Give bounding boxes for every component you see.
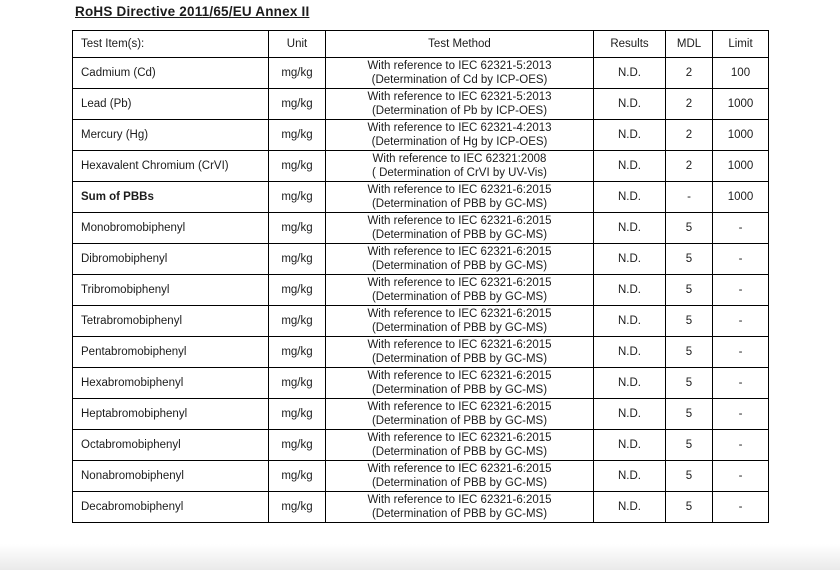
cell-test-method <box>326 182 594 213</box>
cell-results: N.D. <box>594 337 666 368</box>
table-body <box>73 58 769 523</box>
cell-mdl: 5 <box>666 492 713 523</box>
test-method-line-2: (Determination of Cd by ICP-OES) <box>371 74 548 86</box>
cell-results: N.D. <box>594 213 666 244</box>
cell-mdl: 2 <box>666 89 713 120</box>
cell-results: N.D. <box>594 368 666 399</box>
cell-limit: - <box>713 399 769 430</box>
cell-limit: - <box>713 275 769 306</box>
table-header-row <box>73 31 769 58</box>
cell-mdl: 2 <box>666 151 713 182</box>
test-method-line-1: With reference to IEC 62321:2008 <box>372 153 547 165</box>
cell-limit: - <box>713 306 769 337</box>
test-method-line-2: (Determination of PBB by GC-MS) <box>371 291 548 303</box>
table-row <box>73 399 769 430</box>
cell-results: N.D. <box>594 461 666 492</box>
test-method-line-1: With reference to IEC 62321-6:2015 <box>367 184 552 196</box>
cell-unit: mg/kg <box>269 213 326 244</box>
test-method-line-1: With reference to IEC 62321-6:2015 <box>367 339 552 351</box>
cell-mdl: - <box>666 182 713 213</box>
cell-unit: mg/kg <box>269 306 326 337</box>
table-row <box>73 213 769 244</box>
cell-test-method <box>326 337 594 368</box>
cell-results: N.D. <box>594 58 666 89</box>
test-method-line-1: With reference to IEC 62321-6:2015 <box>367 494 552 506</box>
test-method-line-2: (Determination of Pb by ICP-OES) <box>371 105 548 117</box>
cell-unit: mg/kg <box>269 182 326 213</box>
table-row <box>73 275 769 306</box>
cell-test-item: Decabromobiphenyl <box>73 492 269 523</box>
cell-test-method <box>326 58 594 89</box>
cell-test-item: Lead (Pb) <box>73 89 269 120</box>
table-row <box>73 244 769 275</box>
cell-mdl: 5 <box>666 275 713 306</box>
test-method-line-1: With reference to IEC 62321-6:2015 <box>367 308 552 320</box>
cell-test-method <box>326 461 594 492</box>
table-row <box>73 368 769 399</box>
cell-limit: - <box>713 213 769 244</box>
cell-unit: mg/kg <box>269 461 326 492</box>
test-method-line-2: ( Determination of CrVI by UV-Vis) <box>372 167 547 179</box>
table-header <box>73 31 769 58</box>
cell-test-item: Tetrabromobiphenyl <box>73 306 269 337</box>
test-method-line-2: (Determination of PBB by GC-MS) <box>371 415 548 427</box>
cell-test-item: Cadmium (Cd) <box>73 58 269 89</box>
cell-limit: - <box>713 492 769 523</box>
test-method-line-1: With reference to IEC 62321-6:2015 <box>367 401 552 413</box>
cell-unit: mg/kg <box>269 58 326 89</box>
test-method-line-2: (Determination of PBB by GC-MS) <box>371 229 548 241</box>
column-header-limit: Limit <box>713 31 769 58</box>
cell-unit: mg/kg <box>269 120 326 151</box>
cell-unit: mg/kg <box>269 244 326 275</box>
test-method-line-2: (Determination of PBB by GC-MS) <box>371 353 548 365</box>
test-method-line-1: With reference to IEC 62321-6:2015 <box>367 432 552 444</box>
test-method-line-2: (Determination of PBB by GC-MS) <box>371 384 548 396</box>
cell-results: N.D. <box>594 399 666 430</box>
cell-test-method <box>326 213 594 244</box>
cell-limit: - <box>713 430 769 461</box>
cell-test-method <box>326 244 594 275</box>
test-method-line-2: (Determination of Hg by ICP-OES) <box>371 136 548 148</box>
rohs-test-results-table <box>72 30 769 523</box>
column-header-test-method: Test Method <box>326 31 594 58</box>
cell-test-item: Sum of PBBs <box>73 182 269 213</box>
cell-test-item: Hexavalent Chromium (CrVI) <box>73 151 269 182</box>
test-method-line-2: (Determination of PBB by GC-MS) <box>371 477 548 489</box>
cell-limit: - <box>713 337 769 368</box>
table-row <box>73 337 769 368</box>
cell-mdl: 5 <box>666 337 713 368</box>
cell-test-method <box>326 306 594 337</box>
cell-mdl: 5 <box>666 461 713 492</box>
cell-limit: 100 <box>713 58 769 89</box>
cell-results: N.D. <box>594 244 666 275</box>
cell-results: N.D. <box>594 306 666 337</box>
cell-results: N.D. <box>594 151 666 182</box>
cell-results: N.D. <box>594 182 666 213</box>
column-header-test-item: Test Item(s): <box>73 31 269 58</box>
page-bottom-shadow <box>0 544 840 570</box>
cell-test-method <box>326 151 594 182</box>
cell-mdl: 5 <box>666 430 713 461</box>
test-method-line-2: (Determination of PBB by GC-MS) <box>371 260 548 272</box>
test-method-line-1: With reference to IEC 62321-6:2015 <box>367 215 552 227</box>
page-title: RoHS Directive 2011/65/EU Annex II <box>75 4 310 19</box>
table-row <box>73 492 769 523</box>
cell-mdl: 5 <box>666 399 713 430</box>
cell-mdl: 5 <box>666 368 713 399</box>
cell-results: N.D. <box>594 275 666 306</box>
cell-unit: mg/kg <box>269 275 326 306</box>
table-row <box>73 58 769 89</box>
test-method-line-1: With reference to IEC 62321-6:2015 <box>367 277 552 289</box>
cell-mdl: 2 <box>666 58 713 89</box>
cell-unit: mg/kg <box>269 89 326 120</box>
cell-mdl: 5 <box>666 244 713 275</box>
cell-results: N.D. <box>594 430 666 461</box>
column-header-unit: Unit <box>269 31 326 58</box>
cell-limit: 1000 <box>713 151 769 182</box>
test-method-line-2: (Determination of PBB by GC-MS) <box>371 446 548 458</box>
cell-limit: 1000 <box>713 89 769 120</box>
test-method-line-2: (Determination of PBB by GC-MS) <box>371 198 548 210</box>
table-row <box>73 306 769 337</box>
cell-limit: - <box>713 461 769 492</box>
cell-test-item: Dibromobiphenyl <box>73 244 269 275</box>
cell-mdl: 2 <box>666 120 713 151</box>
column-header-results: Results <box>594 31 666 58</box>
cell-limit: 1000 <box>713 120 769 151</box>
cell-results: N.D. <box>594 89 666 120</box>
table-row <box>73 89 769 120</box>
cell-test-method <box>326 120 594 151</box>
cell-unit: mg/kg <box>269 368 326 399</box>
cell-test-method <box>326 275 594 306</box>
test-method-line-1: With reference to IEC 62321-6:2015 <box>367 370 552 382</box>
cell-test-method <box>326 89 594 120</box>
cell-limit: - <box>713 244 769 275</box>
table-row <box>73 461 769 492</box>
test-method-line-2: (Determination of PBB by GC-MS) <box>371 322 548 334</box>
cell-test-item: Monobromobiphenyl <box>73 213 269 244</box>
cell-test-item: Heptabromobiphenyl <box>73 399 269 430</box>
cell-results: N.D. <box>594 120 666 151</box>
table-row <box>73 151 769 182</box>
cell-test-item: Octabromobiphenyl <box>73 430 269 461</box>
cell-test-item: Nonabromobiphenyl <box>73 461 269 492</box>
cell-test-item: Pentabromobiphenyl <box>73 337 269 368</box>
cell-limit: 1000 <box>713 182 769 213</box>
cell-unit: mg/kg <box>269 399 326 430</box>
test-method-line-1: With reference to IEC 62321-6:2015 <box>367 463 552 475</box>
cell-mdl: 5 <box>666 306 713 337</box>
table-row <box>73 182 769 213</box>
cell-test-method <box>326 430 594 461</box>
test-method-line-1: With reference to IEC 62321-6:2015 <box>367 246 552 258</box>
table-row <box>73 120 769 151</box>
test-method-line-2: (Determination of PBB by GC-MS) <box>371 508 548 520</box>
table-row <box>73 430 769 461</box>
cell-test-item: Mercury (Hg) <box>73 120 269 151</box>
test-method-line-1: With reference to IEC 62321-5:2013 <box>367 60 552 72</box>
cell-mdl: 5 <box>666 213 713 244</box>
cell-unit: mg/kg <box>269 337 326 368</box>
cell-results: N.D. <box>594 492 666 523</box>
cell-limit: - <box>713 368 769 399</box>
cell-test-item: Tribromobiphenyl <box>73 275 269 306</box>
cell-unit: mg/kg <box>269 492 326 523</box>
cell-test-item: Hexabromobiphenyl <box>73 368 269 399</box>
test-method-line-1: With reference to IEC 62321-5:2013 <box>367 91 552 103</box>
cell-test-method <box>326 399 594 430</box>
cell-unit: mg/kg <box>269 430 326 461</box>
cell-test-method <box>326 368 594 399</box>
test-method-line-1: With reference to IEC 62321-4:2013 <box>367 122 552 134</box>
cell-unit: mg/kg <box>269 151 326 182</box>
column-header-mdl: MDL <box>666 31 713 58</box>
cell-test-method <box>326 492 594 523</box>
